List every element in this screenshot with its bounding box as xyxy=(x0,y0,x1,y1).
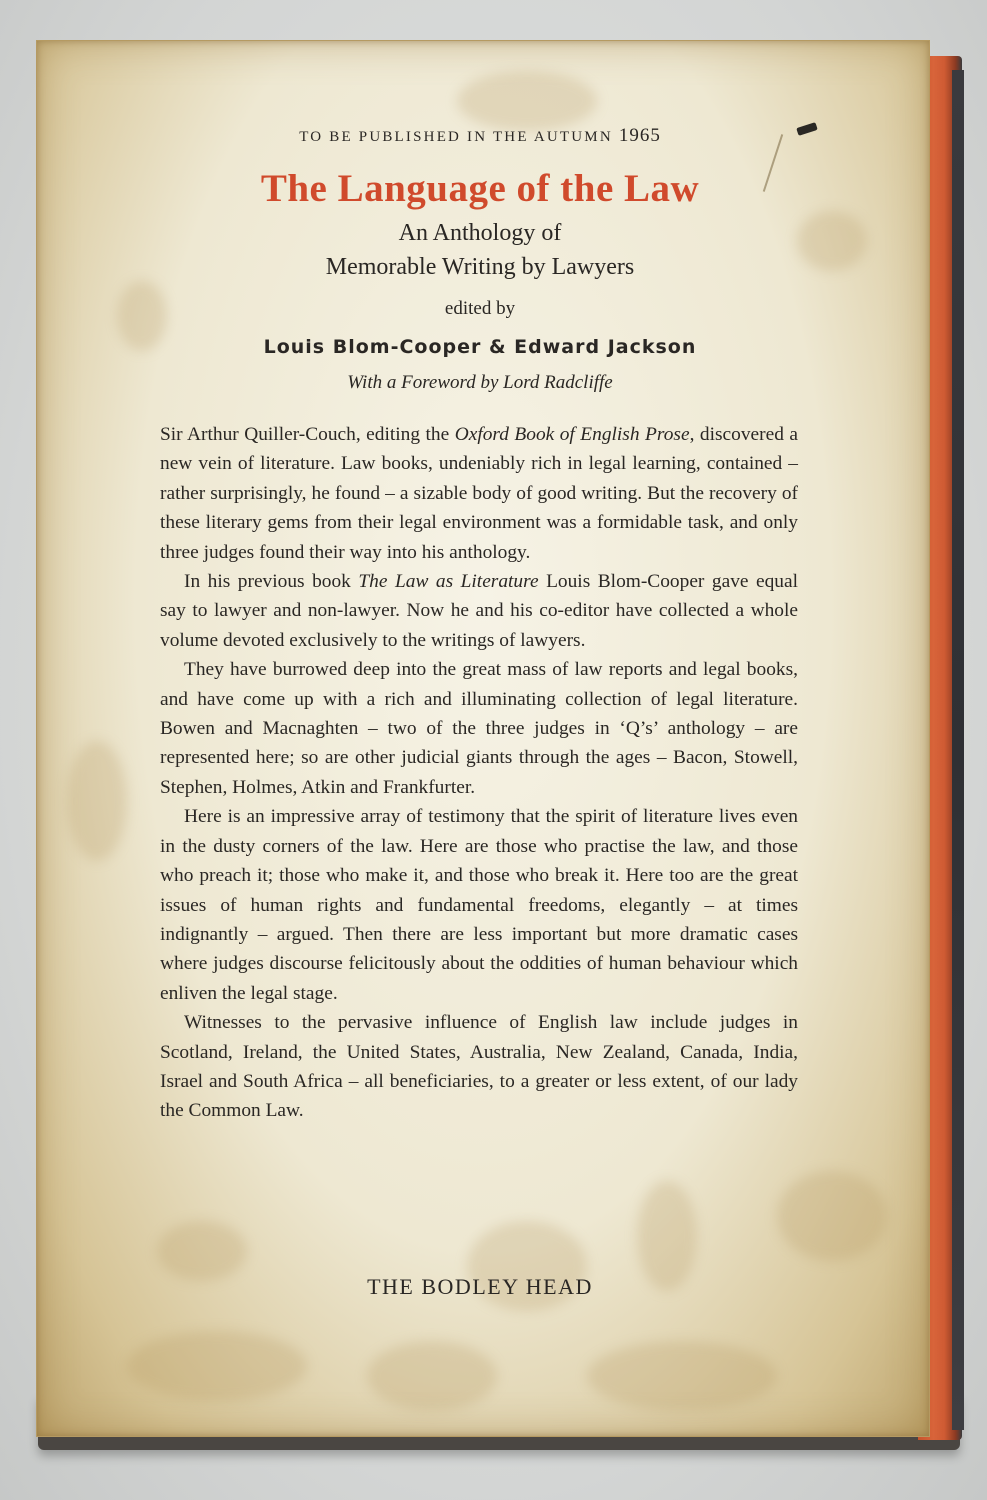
blurb-p2-part-b: Louis Blom-Cooper gave equal say to lawyer and non-lawyer. Now he and his co-editor have collected a whole volume devoted exclusively to the writings of lawyers. xyxy=(160,571,798,651)
book-title: The Language of the Law xyxy=(260,167,700,210)
blurb-p2-book-title: The Law as Literature xyxy=(358,571,539,593)
publisher-name: THE BODLEY HEAD xyxy=(367,1274,593,1299)
announcement-year: 1965 xyxy=(618,125,661,146)
blurb-p1-part-a: Sir Arthur Quiller-Couch, editing the xyxy=(160,424,455,445)
blurb-text xyxy=(160,420,798,1126)
paper-stain xyxy=(157,1221,247,1281)
paper-stain xyxy=(777,1171,887,1261)
paper-stain xyxy=(367,1341,497,1411)
blurb-paragraph-4: Here is an impressive array of testimony that the spirit of literature lives even in the dusty corners of the law. Here are those who practise the law, and those who preach it; those who make it, and those who break it. Here too are the great issues of human rights and fundamental freedoms, elegantly – at times indignantly – argued. Then there are less important but more dramatic cases where judges discourse felicitously about the oddities of human behaviour which enliven the legal stage. xyxy=(160,806,798,1004)
book-spine-edge xyxy=(952,70,964,1430)
paper-stain xyxy=(127,1331,307,1401)
foreword-credit: With a Foreword by Lord Radcliffe xyxy=(347,372,613,393)
publication-announcement xyxy=(150,125,810,147)
edited-by-label: edited by xyxy=(444,298,516,319)
book-subtitle-line-1: An Anthology of xyxy=(398,220,562,246)
editors-names: Louis Blom-Cooper & Edward Jackson xyxy=(263,336,697,358)
book-subtitle-line-2: Memorable Writing by Lawyers xyxy=(325,254,635,280)
paper-stain xyxy=(457,71,597,131)
paper-stain xyxy=(587,1341,777,1411)
blurb-paragraph-5: Witnesses to the pervasive influence of English law include judges in Scotland, Ireland, the United States, Australia, New Zealand, Canada, India, Israel and South Africa – all beneficiaries, to a greater or less extent, of our lady the Common Law. xyxy=(160,1012,798,1122)
blurb-paragraph-1 xyxy=(160,420,798,567)
blurb-p1-book-title: Oxford Book of English Prose xyxy=(454,424,690,445)
blurb-p1-part-b: , discovered a new vein of literature. Law books, undeniably rich in legal learning, contained – rather surprisingly, he found – a sizable body of good writing. But the recovery of these literary gems from their legal environment was a formidable task, and only three judges found their way into his anthology. xyxy=(160,424,798,563)
blurb-p2-part-a: In his previous book xyxy=(184,571,359,593)
blurb-paragraph-2 xyxy=(160,567,798,655)
blurb-paragraph-3: They have burrowed deep into the great mass of law reports and legal books, and have come up with a rich and illuminating collection of legal literature. Bowen and Macnaghten – two of the three judges in ‘Q’s’ anthology – are represented here; so are other judicial giants through the ages – Bacon, Stowell, Stephen, Holmes, Atkin and Frankfurter. xyxy=(160,659,798,798)
announcement-text: TO BE PUBLISHED IN THE AUTUMN xyxy=(299,129,613,145)
paper-stain xyxy=(67,741,127,861)
